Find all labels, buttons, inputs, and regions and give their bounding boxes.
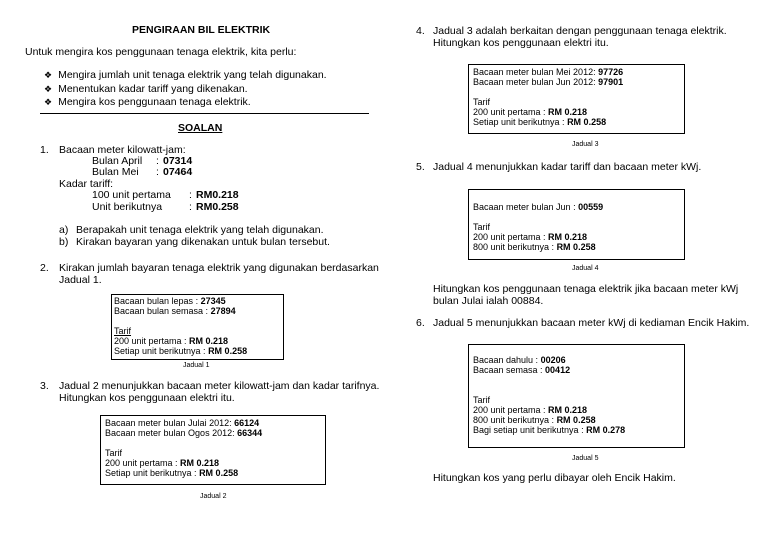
q1-text: Bacaan meter kilowatt-jam:: [59, 144, 186, 156]
table-row: Bacaan bulan lepas : 27345: [114, 296, 226, 306]
bullet-icon: ❖: [44, 97, 53, 107]
table-row: Bacaan meter bulan Julai 2012: 66124: [105, 418, 260, 428]
q2-line2: Jadual 1.: [59, 274, 102, 286]
bullet-icon: ❖: [44, 70, 53, 80]
page-title: PENGIRAAN BIL ELEKTRIK: [132, 24, 271, 36]
q5-after-line2: bulan Julai ialah 00884.: [433, 295, 544, 307]
bullet-text: Mengira jumlah unit tenaga elektrik yang telah digunakan.: [58, 69, 327, 81]
table-row: 800 unit berikutnya : RM 0.258: [473, 415, 596, 425]
jadual-2-box: [100, 415, 326, 485]
q6-line1: Jadual 5 menunjukkan bacaan meter kWj di kediaman Encik Hakim.: [433, 317, 750, 329]
table-row: Bacaan meter bulan Ogos 2012: 66344: [105, 428, 263, 438]
q1-april-sep: :: [156, 155, 159, 167]
q1-b-text: Kirakan bayaran yang dikenakan untuk bulan tersebut.: [76, 236, 330, 248]
q1-mei-value: 07464: [163, 166, 193, 178]
q5-line1: Jadual 4 menunjukkan kadar tariff dan bacaan meter kWj.: [433, 161, 702, 173]
q1-a-text: Berapakah unit tenaga elektrik yang telah digunakan.: [76, 224, 324, 236]
table-row: 200 unit pertama : RM 0.218: [473, 107, 588, 117]
q6-number: 6.: [416, 317, 425, 329]
table-row: Bagi setiap unit berikutnya : RM 0.278: [473, 425, 626, 435]
table-row: Bacaan bulan semasa : 27894: [114, 306, 236, 316]
q5-number: 5.: [416, 161, 425, 173]
list-item: [44, 96, 327, 110]
tarif-label: Tarif: [105, 448, 123, 458]
jadual-1-box: [111, 294, 284, 360]
q3-number: 3.: [40, 380, 49, 392]
tarif-label: Tarif: [473, 395, 491, 405]
jadual-5-box: [468, 344, 685, 448]
table-row: 200 unit pertama : RM 0.218: [105, 458, 220, 468]
q1-next-sep: :: [189, 201, 192, 213]
q3-line1: Jadual 2 menunjukkan bacaan meter kilowatt-jam dan kadar tarifnya.: [59, 380, 380, 392]
q6-after-line1: Hitungkan kos yang perlu dibayar oleh Encik Hakim.: [433, 472, 676, 484]
table-row: 200 unit pertama : RM 0.218: [473, 232, 588, 242]
table-row: Bacaan semasa : 00412: [473, 365, 571, 375]
table-row: Setiap unit berikutnya : RM 0.258: [114, 346, 248, 356]
q2-line1: Kirakan jumlah bayaran tenaga elektrik yang digunakan berdasarkan: [59, 262, 379, 274]
table-row: Setiap unit berikutnya : RM 0.258: [105, 468, 239, 478]
table-row: 200 unit pertama : RM 0.218: [114, 336, 229, 346]
bullet-text: Menentukan kadar tariff yang dikenakan.: [58, 82, 248, 95]
q1-next-value: RM0.258: [196, 201, 239, 213]
jadual-3-caption: Jadual 3: [572, 141, 599, 148]
divider: [40, 113, 369, 114]
jadual-5-caption: Jadual 5: [572, 455, 599, 462]
table-row: Bacaan dahulu : 00206: [473, 355, 566, 365]
table-row: 200 unit pertama : RM 0.218: [473, 405, 588, 415]
soalan-heading: SOALAN: [178, 122, 223, 134]
jadual-1-caption: Jadual 1: [183, 362, 210, 369]
q1-first-sep: :: [189, 189, 192, 201]
list-item: [44, 83, 327, 97]
q3-line2: Hitungkan kos penggunaan elektri itu.: [59, 392, 235, 404]
q1-first-value: RM0.218: [196, 189, 239, 201]
tarif-label: Tarif: [473, 97, 491, 107]
tarif-label: Tarif: [114, 326, 132, 336]
bullet-text: Mengira kos penggunaan tenaga elektrik.: [58, 96, 251, 108]
jadual-4-caption: Jadual 4: [572, 265, 599, 272]
q1-april-value: 07314: [163, 155, 193, 167]
q1-mei-sep: :: [156, 166, 159, 178]
q1-kadar-label: Kadar tariff:: [59, 178, 114, 190]
bullet-icon: ❖: [44, 83, 53, 94]
tarif-label: Tarif: [473, 222, 491, 232]
jadual-4-box: [468, 189, 685, 260]
table-row: Bacaan meter bulan Jun : 00559: [473, 202, 604, 212]
table-row: Setiap unit berikutnya : RM 0.258: [473, 117, 607, 127]
table-row: Bacaan meter bulan Mei 2012: 97726: [473, 67, 624, 77]
q1-a-label: a): [59, 224, 69, 236]
list-item: [44, 69, 327, 83]
q1-b-label: b): [59, 236, 69, 248]
table-row: Bacaan meter bulan Jun 2012: 97901: [473, 77, 624, 87]
q1-mei-label: Bulan Mei: [92, 166, 139, 178]
q1-first-label: 100 unit pertama: [92, 189, 171, 201]
q5-after-line1: Hitungkan kos penggunaan tenaga elektrik jika bacaan meter kWj: [433, 283, 739, 295]
q1-next-label: Unit berikutnya: [92, 201, 163, 213]
jadual-3-box: [468, 64, 685, 134]
q4-line1: Jadual 3 adalah berkaitan dengan penggunaan tenaga elektrik.: [433, 25, 727, 37]
jadual-2-caption: Jadual 2: [200, 493, 227, 500]
bullet-list: [44, 69, 327, 110]
q4-line2: Hitungkan kos penggunaan elektri itu.: [433, 37, 609, 49]
q1-april-label: Bulan April: [92, 155, 143, 167]
q1-number: 1.: [40, 144, 49, 156]
q4-number: 4.: [416, 25, 425, 37]
q2-number: 2.: [40, 262, 49, 274]
table-row: 800 unit berikutnya : RM 0.258: [473, 242, 596, 252]
intro-text: Untuk mengira kos penggunaan tenaga elektrik, kita perlu:: [25, 46, 297, 58]
